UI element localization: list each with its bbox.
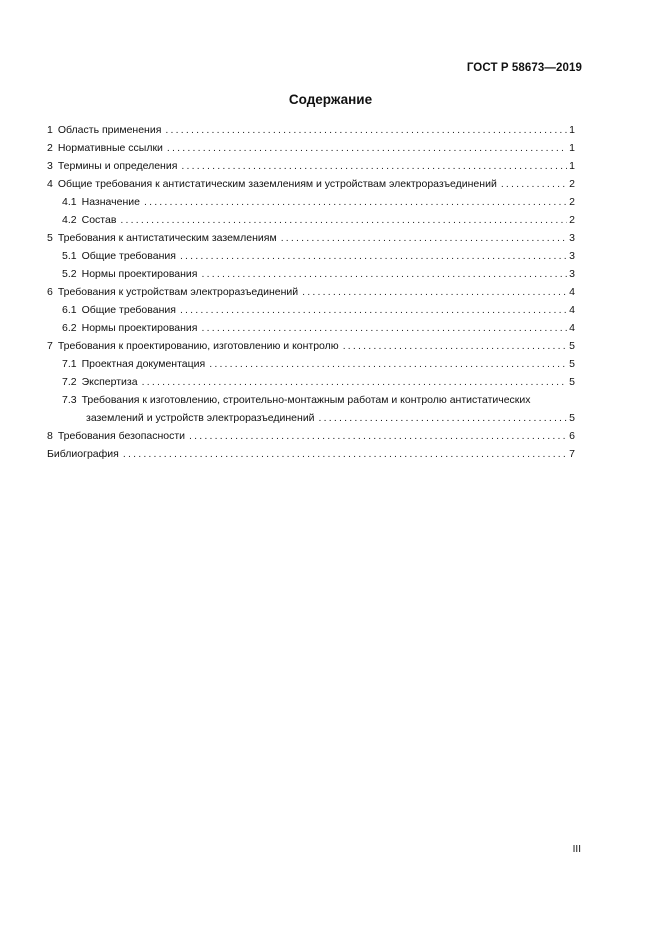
toc-entry-page: 4 bbox=[569, 286, 575, 298]
toc-subentry[interactable] bbox=[47, 265, 575, 283]
toc-entry[interactable] bbox=[47, 175, 575, 193]
dot-leader bbox=[142, 373, 567, 391]
toc-entry-page: 3 bbox=[569, 250, 575, 262]
table-of-contents bbox=[47, 121, 575, 463]
toc-entry-number: 8 bbox=[47, 430, 53, 442]
toc-entry-page: 5 bbox=[569, 358, 575, 370]
toc-entry-number: 5.1 bbox=[62, 250, 77, 262]
toc-entry-number: 5.2 bbox=[62, 268, 77, 280]
toc-entry-page: 5 bbox=[569, 340, 575, 352]
toc-entry[interactable] bbox=[47, 283, 575, 301]
toc-entry-label: Общие требования bbox=[81, 250, 176, 262]
toc-entry-label: Нормы проектирования bbox=[81, 322, 198, 334]
toc-entry-label: Требования безопасности bbox=[57, 430, 186, 442]
toc-subentry[interactable] bbox=[47, 355, 575, 373]
toc-entry-label: Экспертиза bbox=[81, 376, 138, 388]
toc-entry-number: 4.1 bbox=[62, 196, 77, 208]
dot-leader bbox=[144, 193, 567, 211]
toc-entry-page: 2 bbox=[569, 214, 575, 226]
toc-entry-page: 1 bbox=[569, 142, 575, 154]
toc-title: Содержание bbox=[288, 92, 373, 107]
toc-entry-number: 7.2 bbox=[62, 376, 77, 388]
toc-subentry[interactable] bbox=[47, 211, 575, 229]
toc-entry-number: 6 bbox=[47, 286, 53, 298]
toc-entry-page: 7 bbox=[569, 448, 575, 460]
toc-entry-label: Нормы проектирования bbox=[81, 268, 198, 280]
toc-entry-number: 1 bbox=[47, 124, 53, 136]
toc-entry[interactable] bbox=[47, 139, 575, 157]
toc-entry-label: Требования к антистатическим заземлениям bbox=[57, 232, 277, 244]
toc-entry-page: 4 bbox=[569, 304, 575, 316]
toc-entry-bibliography[interactable] bbox=[47, 445, 575, 463]
toc-entry-label: Состав bbox=[81, 214, 117, 226]
dot-leader bbox=[201, 265, 567, 283]
page-number: III bbox=[572, 844, 581, 855]
toc-subentry[interactable] bbox=[47, 373, 575, 391]
toc-entry-page: 3 bbox=[569, 232, 575, 244]
toc-entry-number: 6.2 bbox=[62, 322, 77, 334]
dot-leader bbox=[180, 301, 567, 319]
dot-leader bbox=[201, 319, 567, 337]
toc-entry-label: Требования к изготовлению, строительно-монтажным работам и контролю антистатических bbox=[81, 394, 531, 406]
toc-entry[interactable] bbox=[47, 427, 575, 445]
toc-entry[interactable] bbox=[47, 157, 575, 175]
toc-entry[interactable] bbox=[47, 337, 575, 355]
toc-entry-page: 1 bbox=[569, 124, 575, 136]
toc-entry-label: Назначение bbox=[81, 196, 140, 208]
toc-entry-page: 2 bbox=[569, 178, 575, 190]
toc-entry-first-line bbox=[62, 391, 575, 409]
toc-entry-label: Общие требования к антистатическим заземлениям и устройствам электроразъединений bbox=[57, 178, 497, 190]
toc-entry-number: 2 bbox=[47, 142, 53, 154]
dot-leader bbox=[189, 427, 567, 445]
toc-entry-number: 7 bbox=[47, 340, 53, 352]
toc-entry-label: Проектная документация bbox=[81, 358, 206, 370]
toc-entry-number: 7.3 bbox=[62, 394, 77, 406]
document-code: ГОСТ Р 58673—2019 bbox=[466, 62, 582, 74]
toc-entry-number: 6.1 bbox=[62, 304, 77, 316]
toc-subentry[interactable] bbox=[47, 193, 575, 211]
dot-leader bbox=[343, 337, 567, 355]
toc-entry-label: Библиография bbox=[47, 448, 119, 460]
toc-entry-page: 5 bbox=[569, 412, 575, 424]
dot-leader bbox=[319, 409, 568, 427]
toc-entry-number: 5 bbox=[47, 232, 53, 244]
dot-leader bbox=[120, 211, 567, 229]
dot-leader bbox=[165, 121, 567, 139]
toc-entry-number: 7.1 bbox=[62, 358, 77, 370]
toc-entry[interactable] bbox=[47, 229, 575, 247]
dot-leader bbox=[501, 175, 567, 193]
toc-entry-continuation bbox=[62, 409, 575, 427]
dot-leader bbox=[180, 247, 567, 265]
dot-leader bbox=[123, 445, 567, 463]
dot-leader bbox=[302, 283, 567, 301]
toc-entry-page: 6 bbox=[569, 430, 575, 442]
toc-subentry[interactable] bbox=[47, 247, 575, 265]
toc-entry-label: Требования к устройствам электроразъединений bbox=[57, 286, 299, 298]
toc-entry-number: 4.2 bbox=[62, 214, 77, 226]
toc-entry-label: Термины и определения bbox=[57, 160, 178, 172]
toc-entry-page: 3 bbox=[569, 268, 575, 280]
dot-leader bbox=[281, 229, 567, 247]
toc-subentry[interactable] bbox=[47, 301, 575, 319]
toc-entry-label: Требования к проектированию, изготовлению и контролю bbox=[57, 340, 339, 352]
toc-entry[interactable] bbox=[47, 121, 575, 139]
toc-entry-page: 1 bbox=[569, 160, 575, 172]
toc-entry-page: 2 bbox=[569, 196, 575, 208]
toc-entry-label-continuation: заземлений и устройств электроразъединений bbox=[86, 412, 315, 424]
dot-leader bbox=[209, 355, 567, 373]
dot-leader bbox=[167, 139, 567, 157]
toc-subentry[interactable] bbox=[47, 319, 575, 337]
toc-entry-label: Нормативные ссылки bbox=[57, 142, 163, 154]
toc-entry-page: 4 bbox=[569, 322, 575, 334]
toc-entry-label: Область применения bbox=[57, 124, 162, 136]
toc-entry-number: 3 bbox=[47, 160, 53, 172]
toc-subentry-multiline[interactable] bbox=[47, 391, 575, 427]
toc-entry-number: 4 bbox=[47, 178, 53, 190]
dot-leader bbox=[181, 157, 567, 175]
toc-entry-label: Общие требования bbox=[81, 304, 176, 316]
toc-entry-page: 5 bbox=[569, 376, 575, 388]
